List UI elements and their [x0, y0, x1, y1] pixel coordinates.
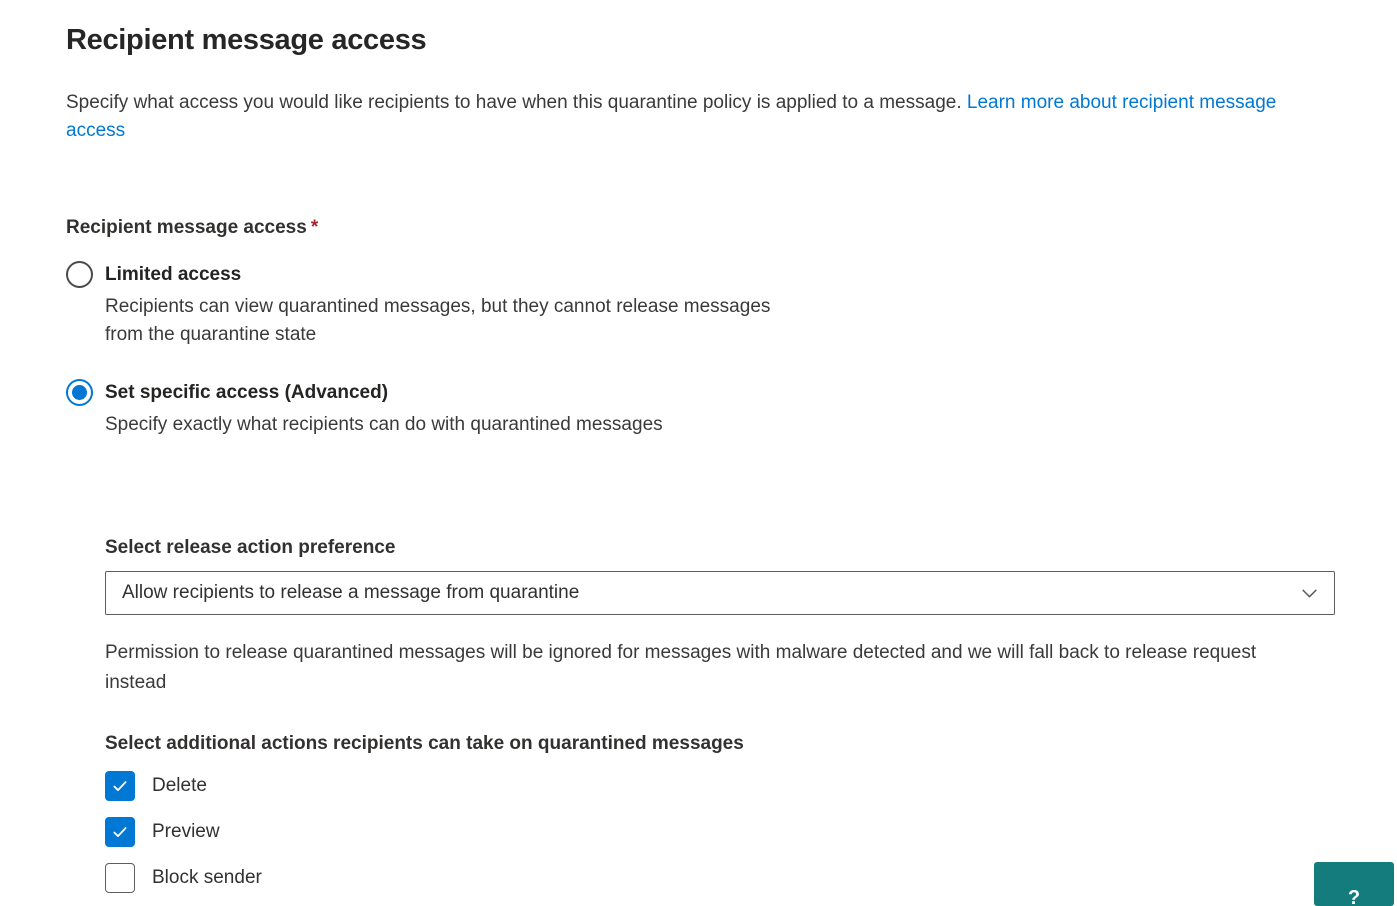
radio-option-label: Limited access	[105, 263, 242, 285]
radio-option-label: Set specific access (Advanced)	[105, 381, 389, 403]
checkbox-label: Block sender	[152, 867, 262, 888]
learn-more-link[interactable]: Learn more about recipient message access	[66, 92, 1277, 141]
required-asterisk: *	[310, 217, 319, 238]
radio-option-description: Recipients can view quarantined messages, but they cannot release messages from the quarantine state	[105, 296, 771, 345]
checkbox-icon[interactable]	[105, 863, 135, 893]
checkmark-icon	[111, 823, 129, 841]
checkmark-icon	[111, 777, 129, 795]
checkbox-label: Preview	[152, 821, 220, 842]
checkbox-row-block-sender[interactable]	[105, 863, 262, 893]
additional-actions-label: Select additional actions recipients can take on quarantined messages	[105, 733, 744, 754]
checkbox-icon[interactable]	[105, 771, 135, 801]
intro-text-plain: Specify what access you would like recipients to have when this quarantine policy is applied to a message.	[66, 92, 962, 113]
intro-text	[66, 89, 1306, 145]
additional-actions-list	[105, 771, 1337, 893]
radio-option-limited-access[interactable]	[66, 261, 780, 349]
release-action-dropdown-value: Allow recipients to release a message from quarantine	[122, 582, 580, 603]
checkbox-label: Delete	[152, 775, 207, 796]
radio-option-set-specific-access[interactable]	[66, 379, 663, 439]
release-action-label: Select release action preference	[105, 537, 396, 558]
page-title: Recipient message access	[66, 24, 427, 56]
checkbox-row-preview[interactable]	[105, 817, 220, 847]
chevron-down-icon	[1301, 585, 1318, 602]
release-action-dropdown[interactable]	[105, 571, 1335, 615]
field-label-text: Recipient message access	[66, 217, 307, 238]
question-mark-icon: ?	[1347, 887, 1361, 906]
radio-button-icon[interactable]	[66, 379, 93, 406]
advanced-access-subsection	[105, 537, 1337, 893]
recipient-access-field-label	[66, 217, 1337, 239]
radio-button-icon[interactable]	[66, 261, 93, 288]
radio-option-description: Specify exactly what recipients can do with quarantined messages	[105, 414, 663, 435]
help-button[interactable]	[1314, 862, 1394, 906]
release-action-note: Permission to release quarantined messages will be ignored for messages with malware detected and we will fall back to release request instead	[105, 642, 1257, 693]
checkbox-icon[interactable]	[105, 817, 135, 847]
checkbox-row-delete[interactable]	[105, 771, 207, 801]
